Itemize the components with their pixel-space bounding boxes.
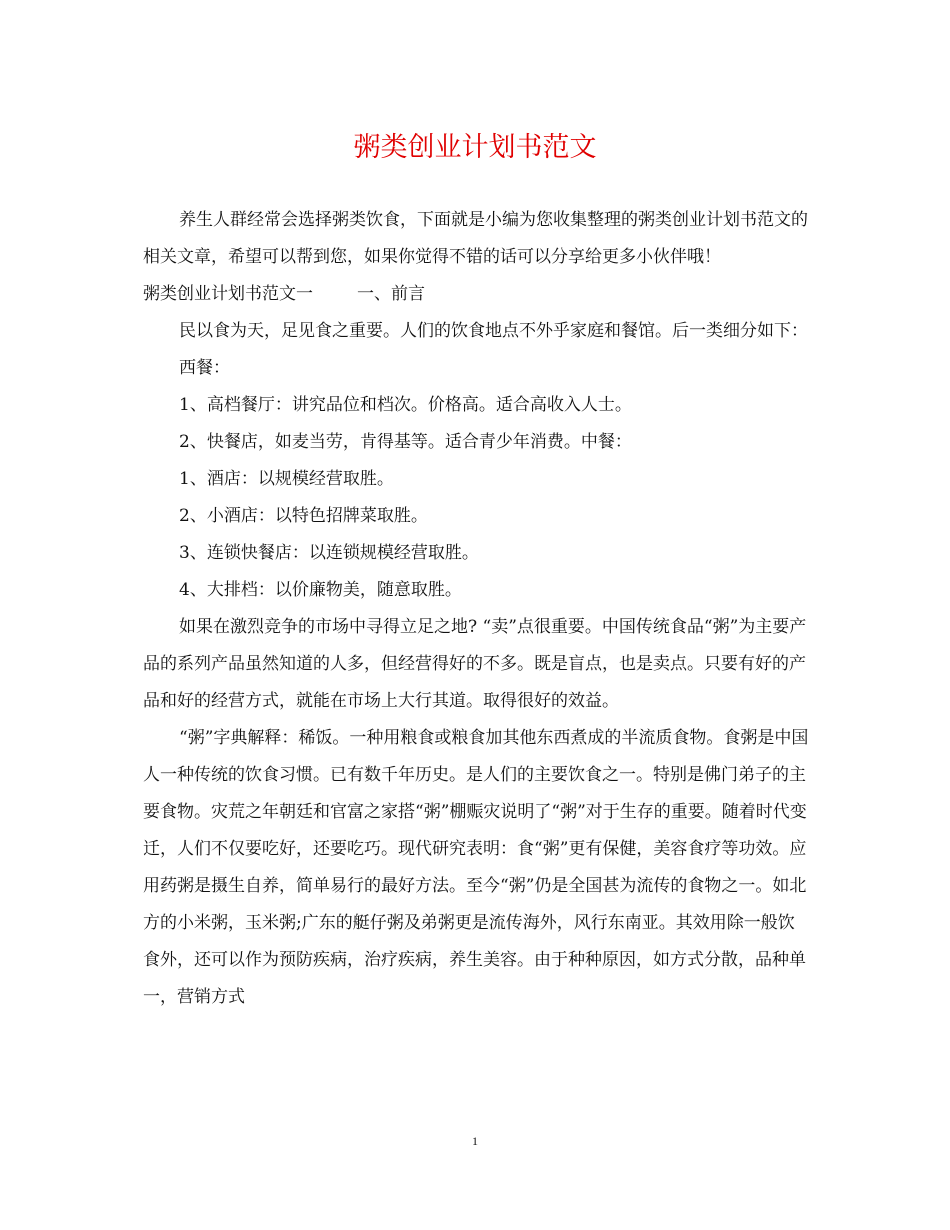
list-item-high-end-restaurant: 1、高档餐厅：讲究品位和档次。价格高。适合高收入人士。 — [179, 395, 632, 415]
page-number: 1 — [472, 1134, 478, 1148]
section-title: 粥类创业计划书范文一 — [143, 284, 313, 304]
list-item-food-stall: 4、大排档：以价廉物美，随意取胜。 — [179, 580, 462, 600]
paragraph-market-point: 如果在激烈竞争的市场中寻得立足之地? “卖”点很重要。中国传统食品“粥”为主要产品的系列产品虽然知道的人多，但经营得好的不多。既是盲点，也是卖点。只要有好的产品和好的经营方式，就能在市场上大行其道。取得很好的效益。 — [143, 617, 807, 711]
document-title: 粥类创业计划书范文 — [353, 132, 597, 163]
section-heading-line — [143, 276, 809, 313]
paragraph-food-intro: 民以食为天，足见食之重要。人们的饮食地点不外乎家庭和餐馆。后一类细分如下： — [179, 321, 808, 341]
list-item-fast-food: 2、快餐店，如麦当劳，肯得基等。适合青少年消费。中餐： — [179, 432, 632, 452]
paragraph-porridge-definition: “粥”字典解释：稀饭。一种用粮食或粮食加其他东西煮成的半流质食物。食粥是中国人一种传统的饮食习惯。已有数千年历史。是人们的主要饮食之一。特别是佛门弟子的主要食物。灾荒之年朝廷和官富之家搭“粥”棚赈灾说明了“粥”对于生存的重要。随着时代变迁，人们不仅要吃好，还要吃巧。现代研究表明：食“粥”更有保健，美容食疗等功效。应用药粥是摄生自养，简单易行的最好方法。至今“粥”仍是全国甚为流传的食物之一。如北方的小米粥，玉米粥;广东的艇仔粥及弟粥更是流传海外，风行东南亚。其效用除一般饮食外，还可以作为预防疾病，治疗疾病，养生美容。由于种种原因，如方式分散，品种单一，营销方式 — [143, 728, 809, 1007]
list-item-small-hotel: 2、小酒店：以特色招牌菜取胜。 — [179, 506, 428, 526]
paragraph-western-food: 西餐： — [179, 358, 230, 378]
document-body — [143, 202, 809, 1016]
list-item-chain-fast-food: 3、连锁快餐店：以连锁规模经营取胜。 — [179, 543, 479, 563]
paragraph-intro: 养生人群经常会选择粥类饮食，下面就是小编为您收集整理的粥类创业计划书范文的相关文章，希望可以帮到您，如果你觉得不错的话可以分享给更多小伙伴哦！ — [143, 210, 808, 267]
list-item-hotel: 1、酒店：以规模经营取胜。 — [179, 469, 394, 489]
section-subtitle: 一、前言 — [357, 284, 425, 304]
